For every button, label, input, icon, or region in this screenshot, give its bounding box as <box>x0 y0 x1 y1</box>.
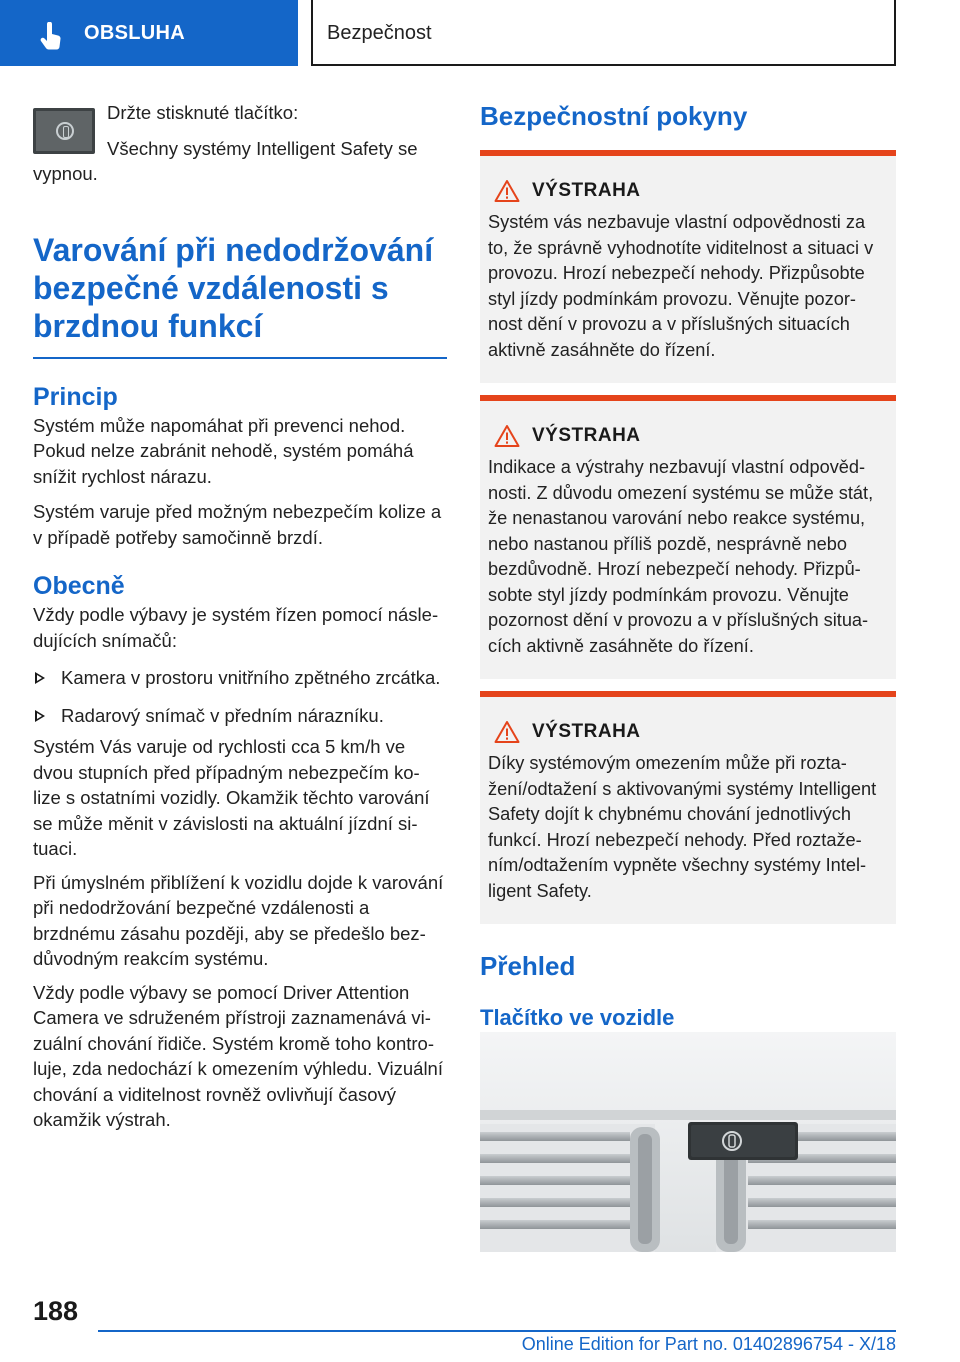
safety-notes-heading: Bezpečnostní pokyny <box>480 101 748 131</box>
page-number: 188 <box>33 1296 79 1326</box>
warning-box <box>480 395 896 679</box>
right-column <box>480 100 896 1034</box>
obecne-paragraph-1: Vždy podle výbavy je systém řízen pomocí násle-dujících snímačů: <box>33 604 439 651</box>
left-vent <box>480 1124 660 1252</box>
edition-note: Online Edition for Part no. 01402896754 - X/18 <box>521 1334 896 1354</box>
safety-button-image <box>33 108 95 154</box>
chapter-tab-label: OBSLUHA <box>84 22 185 44</box>
button-in-vehicle-heading: Tlačítko ve vozidle <box>480 1005 675 1030</box>
obecne-paragraph-2: Systém Vás varuje od rychlosti cca 5 km/h ve dvou stupních před případným nebezpečím ko-lize s ostatními vozidly. Okamžik těchto varování se může měnit v závislosti na aktuální jízdní si-tuaci. <box>33 736 430 859</box>
intro-line-2: Všechny systémy Intelligent Safety se vypnou. <box>33 137 418 184</box>
triangle-bullet-icon <box>35 710 45 722</box>
list-item-text: Radarový snímač v předním nárazníku. <box>61 704 384 726</box>
warning-title: VÝSTRAHA <box>532 180 641 201</box>
hand-pointer-icon <box>38 22 64 50</box>
chapter-tab[interactable] <box>0 0 298 66</box>
dashboard-vents-illustration <box>480 1032 896 1252</box>
princip-paragraph-2: Systém varuje před možným nebezpečím kolize a v případě potřeby samočinně brzdí. <box>33 501 442 548</box>
warning-title: VÝSTRAHA <box>532 721 641 742</box>
intro-line-1: Držte stisknuté tlačítko: <box>107 102 299 123</box>
warning-box <box>480 691 896 924</box>
obecne-paragraph-3: Při úmyslném přiblížení k vozidlu dojde k varování při nedodržování bezpečné vzdálenosti a brzdnému zásahu později, aby se předešlo bez-důvodným reakcím systému. <box>33 871 444 969</box>
warning-text: Indikace a výstrahy nezbavují vlastní odpověd-nosti. Z důvodu omezení systému se může stát, že nenastanou varování nebo reakce systému, nebo nastanou příliš pozdě, nesprávně nebo bezdůvodně. Hrozí nebezpečí nehody. Přizpů-sobte styl jízdy podmínkám provozu. Věnujte pozornost dění v provozu a v příslušných situa-cích aktivně zasáhněte do řízení. <box>488 457 874 656</box>
obecne-title: Obecně <box>33 572 125 600</box>
warning-title: VÝSTRAHA <box>532 425 641 446</box>
obecne-paragraph-4: Vždy podle výbavy se pomocí Driver Attention Camera ve sdruženém přístroji zaznamenává vi-zuální chování řidiče. Systém kromě toho kontro-luje, zda nedochází k omezením výhledu. Vizuální chování a viditelnost rovněž ovlivňují časový okamžik výstrah. <box>33 981 443 1130</box>
warning-triangle-icon <box>494 179 520 203</box>
section-heading: Varování při nedodržování bezpečné vzdálenosti s brzdnou funkcí <box>33 231 434 344</box>
footer-rule <box>98 1330 896 1332</box>
princip-paragraph-1: Systém může napomáhat při prevenci nehod. Pokud nelze zabránit nehodě, systém pomáhá snížit rychlost nárazu. <box>33 414 414 487</box>
warning-text: Díky systémovým omezením může při rozta-žení/odtažení s aktivovanými systémy Intelligent Safety dojít k chybnému chování jednotlivých funkcí. Hrozí nebezpečí nehody. Před roztaže-ním/odtažením vypněte všechny systémy Intel-ligent Safety. <box>488 753 877 901</box>
warning-box <box>480 150 896 383</box>
princip-title: Princip <box>33 382 118 411</box>
warning-text: Systém vás nezbavuje vlastní odpovědnosti za to, že správně vyhodnotíte viditelnost a situaci v provozu. Hrozí nebezpečí nehody. Přizpůsobte styl jízdy podmínkám provozu. Věnujte pozor-nost dění v provozu a v příslušných situacích aktivně zasáhněte do řízení. <box>488 212 874 360</box>
heading-rule <box>33 357 447 359</box>
triangle-bullet-icon <box>35 672 45 684</box>
vehicle-button-photo <box>480 1032 896 1252</box>
warning-header <box>494 719 888 745</box>
section-header <box>311 0 896 66</box>
intro-block <box>33 100 447 187</box>
intelligent-safety-icon <box>56 122 74 140</box>
left-column <box>33 100 447 1133</box>
warning-header <box>494 423 888 449</box>
warning-triangle-icon <box>494 424 520 448</box>
list-item <box>33 703 447 729</box>
section-title: Bezpečnost <box>327 22 432 44</box>
overview-heading: Přehled <box>480 951 576 981</box>
warning-header <box>494 178 888 204</box>
warning-triangle-icon <box>494 720 520 744</box>
list-item <box>33 665 447 691</box>
list-item-text: Kamera v prostoru vnitřního zpětného zrcátka. <box>61 667 441 688</box>
